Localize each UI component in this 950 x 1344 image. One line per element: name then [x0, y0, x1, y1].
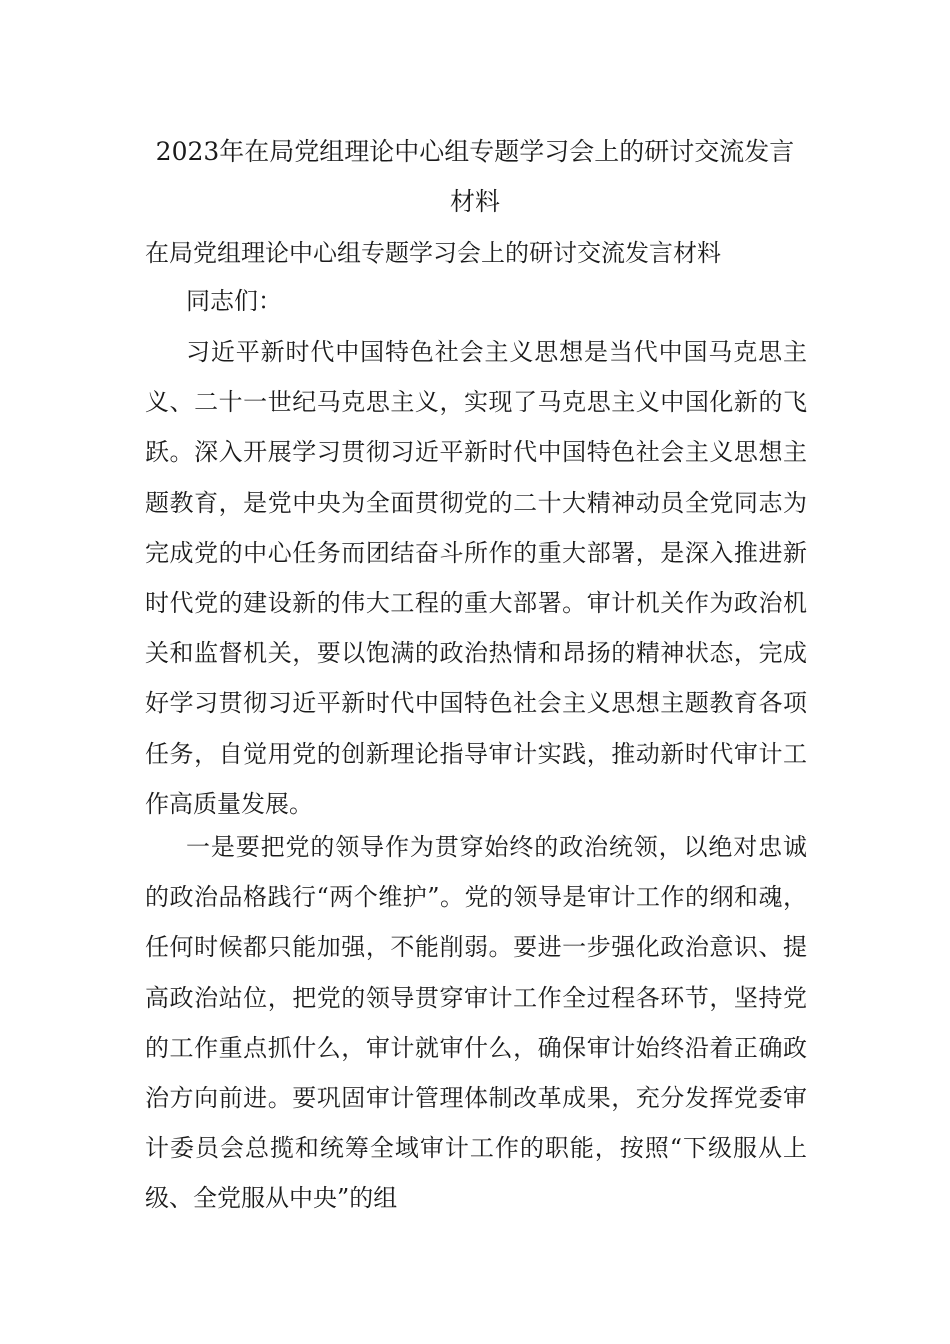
body-paragraph-1: 习近平新时代中国特色社会主义思想是当代中国马克思主义、二十一世纪马克思主义，实现了马克思主义中国化新的飞跃。深入开展学习贯彻习近平新时代中国特色社会主义思想主题教育，是党中央为全面贯彻党的二十大精神动员全党同志为完成党的中心任务而团结奋斗所作的重大部署，是深入推进新时代党的建设新的伟大工程的重大部署。审计机关作为政治机关和监督机关，要以饱满的政治热情和昂扬的精神状态，完成好学习贯彻习近平新时代中国特色社会主义思想主题教育各项任务，自觉用党的创新理论指导审计实践，推动新时代审计工作高质量发展。 — [145, 338, 807, 818]
salutation: 同志们： — [186, 287, 282, 315]
document-title — [140, 127, 810, 227]
title-line-2: 材料 — [449, 187, 500, 216]
title-line-1: 2023年在局党组理论中心组专题学习会上的研讨交流发言 — [155, 137, 795, 166]
document-subtitle: 在局党组理论中心组专题学习会上的研讨交流发言材料 — [145, 239, 721, 267]
body-paragraph-2: 一是要把党的领导作为贯穿始终的政治统领，以绝对忠诚的政治品格践行“两个维护”。党的领导是审计工作的纲和魂，任何时候都只能加强，不能削弱。要进一步强化政治意识、提高政治站位，把党的领导贯穿审计工作全过程各环节，坚持党的工作重点抓什么，审计就审什么，确保审计始终沿着正确政治方向前进。要巩固审计管理体制改革成果，充分发挥党委审计委员会总揽和统筹全域审计工作的职能，按照“下级服从上级、全党服从中央”的组 — [145, 833, 807, 1213]
